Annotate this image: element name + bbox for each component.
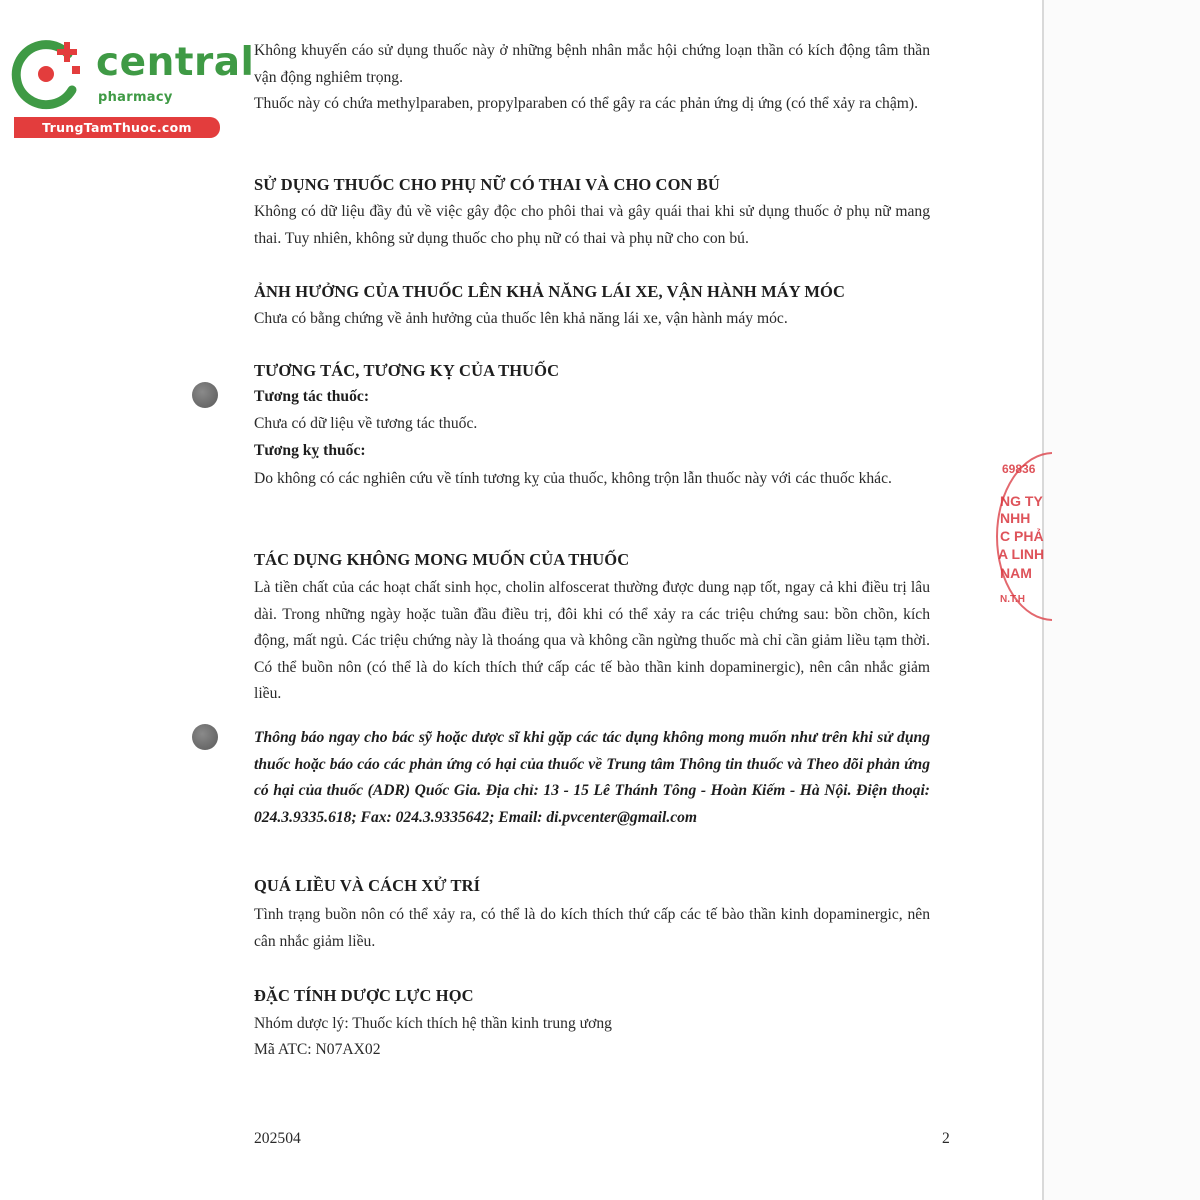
heading-pregnancy: SỬ DỤNG THUỐC CHO PHỤ NỮ CÓ THAI VÀ CHO CON BÚ — [254, 175, 720, 194]
heading-adverse-effects: TÁC DỤNG KHÔNG MONG MUỐN CỦA THUỐC — [254, 550, 630, 569]
paragraph-adr-report: Thông báo ngay cho bác sỹ hoặc dược sĩ khi gặp các tác dụng không mong muốn như trên khi sử dụng thuốc hoặc báo cáo các phản ứng có hại của thuốc về Trung tâm Thông tin thuốc và Theo dõi phản ứng có hại của thuốc (ADR) Quốc Gia. Địa chỉ: 13 - 15 Lê Thánh Tông - Hoàn Kiếm - Hà Nội. Điện thoại: 024.3.9335.618; Fax: 024.3.9335642; Email: di.pvcenter@gmail.com — [254, 729, 930, 826]
stamp-text: A LINH — [998, 546, 1045, 562]
paragraph-psychosis: Không khuyến cáo sử dụng thuốc này ở những bệnh nhân mắc hội chứng loạn thần có kích động tâm thần vận động nghiêm trọng. — [254, 42, 930, 86]
paragraph-driving: Chưa có bằng chứng về ảnh hưởng của thuốc lên khả năng lái xe, vận hành máy móc. — [254, 310, 788, 327]
document-code: 202504 — [254, 1130, 301, 1147]
paragraph-pharmacological-group: Nhóm dược lý: Thuốc kích thích hệ thần kinh trung ương — [254, 1015, 612, 1032]
stamp-text: NAM — [1000, 565, 1032, 581]
subheading-incompatibility: Tương kỵ thuốc: — [254, 442, 366, 459]
paragraph-interaction: Chưa có dữ liệu về tương tác thuốc. — [254, 415, 478, 432]
heading-interaction: TƯƠNG TÁC, TƯƠNG KỴ CỦA THUỐC — [254, 361, 560, 380]
subheading-interaction: Tương tác thuốc: — [254, 388, 370, 405]
stamp-text: 69836 — [1002, 462, 1036, 476]
stamp-text: NHH — [1000, 510, 1031, 526]
paragraph-incompatibility: Do không có các nghiên cứu về tính tương kỵ của thuốc, không trộn lẫn thuốc này với các thuốc khác. — [254, 470, 892, 487]
paragraph-atc-code: Mã ATC: N07AX02 — [254, 1041, 381, 1058]
logo-subtitle: pharmacy — [98, 90, 173, 105]
company-stamp — [992, 448, 1052, 623]
paragraph-pregnancy: Không có dữ liệu đầy đủ về việc gây độc cho phôi thai và gây quái thai khi sử dụng thuốc ở phụ nữ mang thai. Tuy nhiên, không sử dụng thuốc cho phụ nữ có thai và phụ nữ cho con bú. — [254, 203, 930, 247]
paragraph-adverse-effects: Là tiền chất của các hoạt chất sinh học, cholin alfoscerat thường được dung nạp tốt, ngay cả khi điều trị lâu dài. Trong những ngày hoặc tuần đầu điều trị, đôi khi có thể xảy ra các triệu chứng sau: bồn chồn, kích động, mất ngủ. Các triệu chứng này là thoáng qua và không cần ngừng thuốc mà chỉ cần giảm liều tạm thời. Có thể buồn nôn (có thể là do kích thích thứ cấp các tế bào thần kinh dopaminergic), nên cân nhắc giảm liều. — [254, 579, 930, 702]
paragraph-parabens: Thuốc này có chứa methylparaben, propylparaben có thể gây ra các phản ứng dị ứng (có thể xảy ra chậm). — [254, 95, 918, 112]
heading-pharmacodynamics: ĐẶC TÍNH DƯỢC LỰC HỌC — [254, 986, 474, 1005]
page-number: 2 — [942, 1130, 950, 1147]
stamp-text: C PHẢ — [1000, 528, 1044, 544]
stamp-text: NG TY — [1000, 493, 1043, 509]
logo-banner: TrungTamThuoc.com — [14, 117, 220, 138]
paragraph-overdose: Tình trạng buồn nôn có thể xảy ra, có thể là do kích thích thứ cấp các tế bào thần kinh dopaminergic, nên cân nhắc giảm liều. — [254, 906, 930, 950]
stamp-text: N.T.H — [1000, 594, 1025, 605]
heading-overdose: QUÁ LIỀU VÀ CÁCH XỬ TRÍ — [254, 876, 481, 895]
central-pharmacy-logo[interactable] — [10, 38, 255, 138]
binder-hole — [192, 382, 218, 408]
logo-name: central — [96, 40, 255, 85]
adjacent-page-strip — [1044, 0, 1200, 1200]
logo-c-cross-icon — [10, 38, 92, 110]
heading-driving: ẢNH HƯỞNG CỦA THUỐC LÊN KHẢ NĂNG LÁI XE, VẬN HÀNH MÁY MÓC — [254, 282, 846, 301]
binder-hole — [192, 724, 218, 750]
